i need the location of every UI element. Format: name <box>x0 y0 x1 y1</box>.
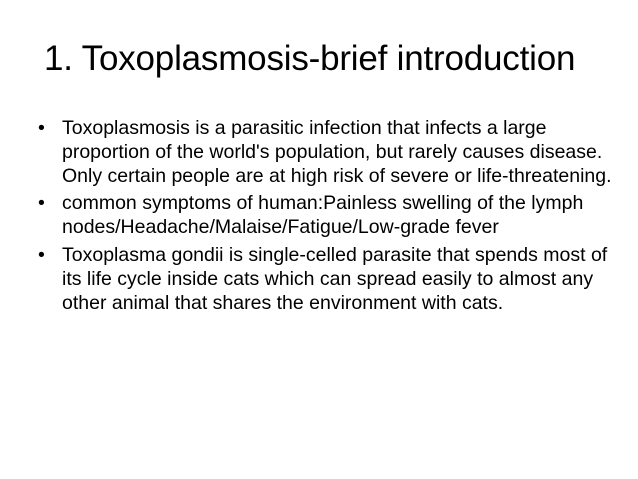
bullet-item <box>38 244 618 315</box>
bullet-item <box>38 117 618 188</box>
bullet-list <box>38 117 618 319</box>
bullet-text: Toxoplasmosis is a parasitic infection that infects a large proportion of the world's population, but rarely causes disease. Only certain people are at high risk of severe or life-threatening. <box>62 117 612 187</box>
slide-title: 1. Toxoplasmosis-brief introduction <box>44 39 576 78</box>
bullet-marker: • <box>38 117 45 139</box>
bullet-marker: • <box>38 192 45 215</box>
bullet-text: common symptoms of human:Painless swelling of the lymph nodes/Headache/Malaise/Fatigue/Low-grade fever <box>62 192 584 239</box>
bullet-text: Toxoplasma gondii is single-celled parasite that spends most of its life cycle inside cats which can spread easily to almost any other animal that shares the environment with cats. <box>62 243 608 314</box>
bullet-marker: • <box>38 243 45 266</box>
bullet-item <box>38 192 618 240</box>
